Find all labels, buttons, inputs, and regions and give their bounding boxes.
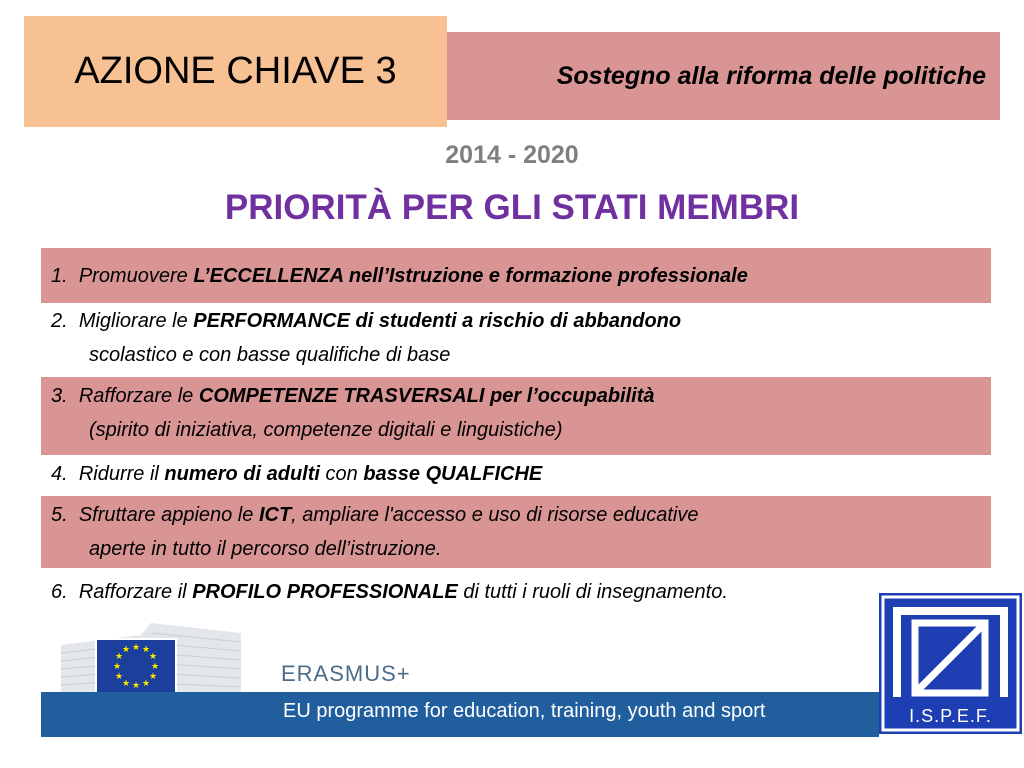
item-bold: ICT <box>258 504 292 526</box>
item-number: 4. <box>51 463 68 485</box>
svg-text:★: ★ <box>141 679 151 689</box>
erasmus-label: ERASMUS+ <box>281 661 411 686</box>
svg-text:★: ★ <box>112 662 122 672</box>
item-bold: PROFILO PROFESSIONALE <box>192 581 458 603</box>
item-bold: basse QUALFICHE <box>363 463 543 485</box>
priority-item-2 <box>41 303 991 375</box>
item-number: 6. <box>51 581 68 603</box>
item-number: 1. <box>51 265 68 287</box>
priority-item-4 <box>41 455 991 495</box>
svg-text:★: ★ <box>121 679 131 689</box>
item-line2: (spirito di iniziativa, competenze digitali e linguistiche) <box>89 419 563 441</box>
svg-text:★: ★ <box>114 672 124 682</box>
eu-flag-icon <box>95 638 177 694</box>
item-number: 5. <box>51 504 68 526</box>
priority-item-6 <box>41 573 991 613</box>
item-number: 3. <box>51 385 68 407</box>
ispef-label: I.S.P.E.F. <box>909 706 992 726</box>
item-text: Ridurre il <box>78 463 165 485</box>
title-box <box>24 16 447 127</box>
svg-text:★: ★ <box>148 652 158 662</box>
title: AZIONE CHIAVE 3 <box>74 50 397 92</box>
programme-text: EU programme for education, training, youth and sport <box>283 700 766 722</box>
item-bold: COMPETENZE TRASVERSALI per l’occupabilità <box>198 385 655 407</box>
item-line2: scolastico e con basse qualifiche di base <box>89 344 451 366</box>
item-bold: PERFORMANCE di studenti a rischio di abbandono <box>193 310 682 332</box>
item-bold: numero di adulti <box>164 463 320 485</box>
priority-item-1 <box>41 248 991 303</box>
item-text: Promuovere <box>78 265 194 287</box>
item-text: con <box>319 463 364 485</box>
page-heading: PRIORITÀ PER GLI STATI MEMBRI <box>224 188 800 227</box>
item-line2: aperte in tutto il percorso dell’istruzione. <box>89 538 442 560</box>
svg-text:★: ★ <box>150 662 160 672</box>
svg-text:★: ★ <box>131 681 141 691</box>
priority-item-3 <box>41 377 991 455</box>
subtitle: Sostegno alla riforma delle politiche <box>556 61 986 90</box>
item-text: di tutti i ruoli di insegnamento. <box>457 581 728 603</box>
item-text: Rafforzare le <box>78 385 199 407</box>
item-text: , ampliare l'accesso e uso di risorse educative <box>291 504 699 526</box>
item-text: Rafforzare il <box>78 581 193 603</box>
svg-text:★: ★ <box>131 643 141 653</box>
priority-item-5 <box>41 496 991 568</box>
svg-text:★: ★ <box>148 672 158 682</box>
svg-text:★: ★ <box>141 645 151 655</box>
years: 2014 - 2020 <box>445 141 579 169</box>
item-bold: L’ECCELLENZA nell’Istruzione e formazione professionale <box>193 265 748 287</box>
item-number: 2. <box>51 310 68 332</box>
svg-text:★: ★ <box>121 645 131 655</box>
item-text: Sfruttare appieno le <box>78 504 259 526</box>
item-text: Migliorare le <box>78 310 194 332</box>
subtitle-box <box>447 32 1000 120</box>
svg-text:★: ★ <box>114 652 124 662</box>
